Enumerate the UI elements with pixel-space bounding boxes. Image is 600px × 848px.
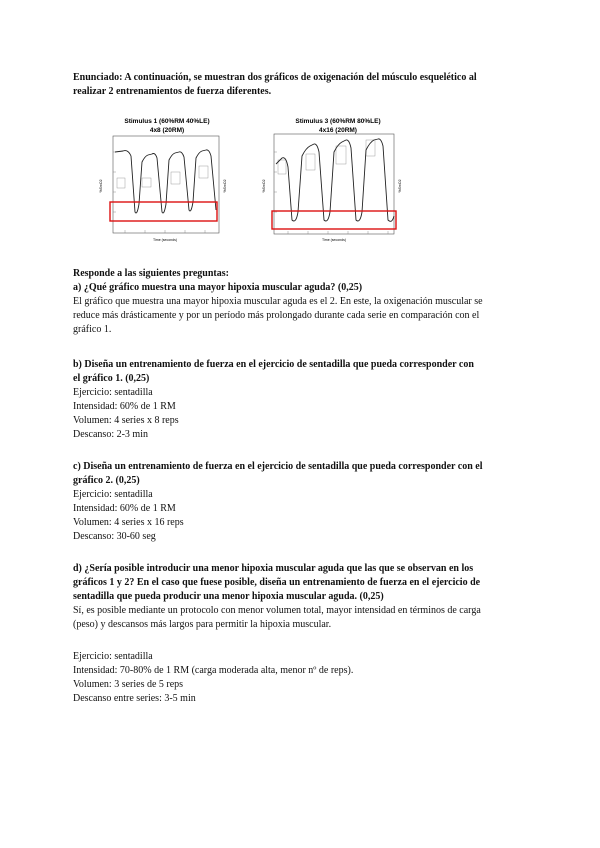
- figure-2-highlight: [272, 211, 396, 229]
- figure-2-subtitle: 4x16 (20RM): [319, 127, 357, 134]
- question-d-section: [73, 562, 533, 632]
- figure-1-ylabel-right: %SmO2: [223, 179, 227, 193]
- plan-d-line: Ejercicio: sentadilla: [73, 651, 153, 662]
- question-b-line: el gráfico 1. (0,25): [73, 373, 150, 384]
- answer-b-line: Intensidad: 60% de 1 RM: [73, 401, 176, 412]
- figure-2-title: Stimulus 3 (60%RM 80%LE): [295, 118, 381, 125]
- question-a-section: [73, 267, 533, 337]
- answer-d-line: Sí, es posible mediante un protocolo con menor volumen total, mayor intensidad en términos de carga: [73, 605, 481, 616]
- answer-d-plan: [73, 650, 533, 706]
- question-b-section: [73, 358, 533, 442]
- figure-2-plot: [258, 112, 406, 248]
- answer-c-line: Volumen: 4 series x 16 reps: [73, 517, 184, 528]
- question-d-line: d) ¿Sería posible introducir una menor hipoxia muscular aguda que las que se observan en los: [73, 563, 474, 574]
- answer-c-line: Ejercicio: sentadilla: [73, 489, 153, 500]
- figure-2-ylabel-right: %SmO2: [398, 179, 402, 193]
- question-d-line: sentadilla que pueda producir una menor hipoxia muscular aguda. (0,25): [73, 591, 384, 602]
- answer-a-line: reduce más drásticamente y por un período más prolongado durante cada serie en comparación con el: [73, 310, 480, 321]
- figure-2-xlabel: Time (seconds): [322, 238, 346, 242]
- figure-1-title: Stimulus 1 (60%RM 40%LE): [124, 118, 210, 125]
- figure-1-highlight: [110, 202, 217, 221]
- figure-2-curve: [276, 139, 394, 221]
- answer-c-line: Descanso: 30-60 seg: [73, 531, 156, 542]
- plan-d-line: Volumen: 3 series de 5 reps: [73, 679, 184, 690]
- figure-2: [258, 112, 406, 248]
- answer-a-line: gráfico 1.: [73, 324, 112, 335]
- statement: [73, 71, 533, 99]
- intro-text: Responde a las siguientes preguntas:: [73, 268, 229, 279]
- question-c-line: c) Diseña un entrenamiento de fuerza en el ejercicio de sentadilla que pueda corresponder con el: [73, 461, 483, 472]
- figure-1-plot: [95, 112, 230, 248]
- figure-2-boxplots: [278, 140, 375, 174]
- plan-d-line: Descanso entre series: 3-5 min: [73, 693, 196, 704]
- plan-d-line: Intensidad: 70-80% de 1 RM (carga moderada alta, menor nº de reps).: [73, 665, 354, 676]
- figure-1: [95, 112, 230, 248]
- question-b-line: b) Diseña un entrenamiento de fuerza en el ejercicio de sentadilla que pueda corresponder con: [73, 359, 474, 370]
- statement-line: realizar 2 entrenamientos de fuerza diferentes.: [73, 86, 272, 97]
- question-c-line: gráfico 2. (0,25): [73, 475, 140, 486]
- question-d-line: gráficos 1 y 2? En el caso que fuese posible, diseña un entrenamiento de fuerza en el ejercicio de: [73, 577, 481, 588]
- question-a: a) ¿Qué gráfico muestra una mayor hipoxia muscular aguda? (0,25): [73, 282, 363, 293]
- answer-d-line: (peso) y descansos más largos para permitir la hipoxia muscular.: [73, 619, 332, 630]
- answer-b-line: Volumen: 4 series x 8 reps: [73, 415, 179, 426]
- answer-c-line: Intensidad: 60% de 1 RM: [73, 503, 176, 514]
- answer-b-line: Ejercicio: sentadilla: [73, 387, 153, 398]
- question-c-section: [73, 460, 533, 544]
- figure-1-ylabel: %SmO2: [99, 179, 103, 193]
- figure-1-xlabel: Time (seconds): [153, 238, 177, 242]
- figure-1-subtitle: 4x8 (20RM): [149, 127, 185, 134]
- figure-1-curve: [115, 150, 216, 213]
- answer-b-line: Descanso: 2-3 min: [73, 429, 148, 440]
- figure-2-ylabel: %SmO2: [262, 179, 266, 193]
- statement-line: Enunciado: A continuación, se muestran dos gráficos de oxigenación del músculo esquelético al: [73, 72, 477, 83]
- answer-a-line: El gráfico que muestra una mayor hipoxia muscular aguda es el 2. En este, la oxigenación muscular se: [73, 296, 483, 307]
